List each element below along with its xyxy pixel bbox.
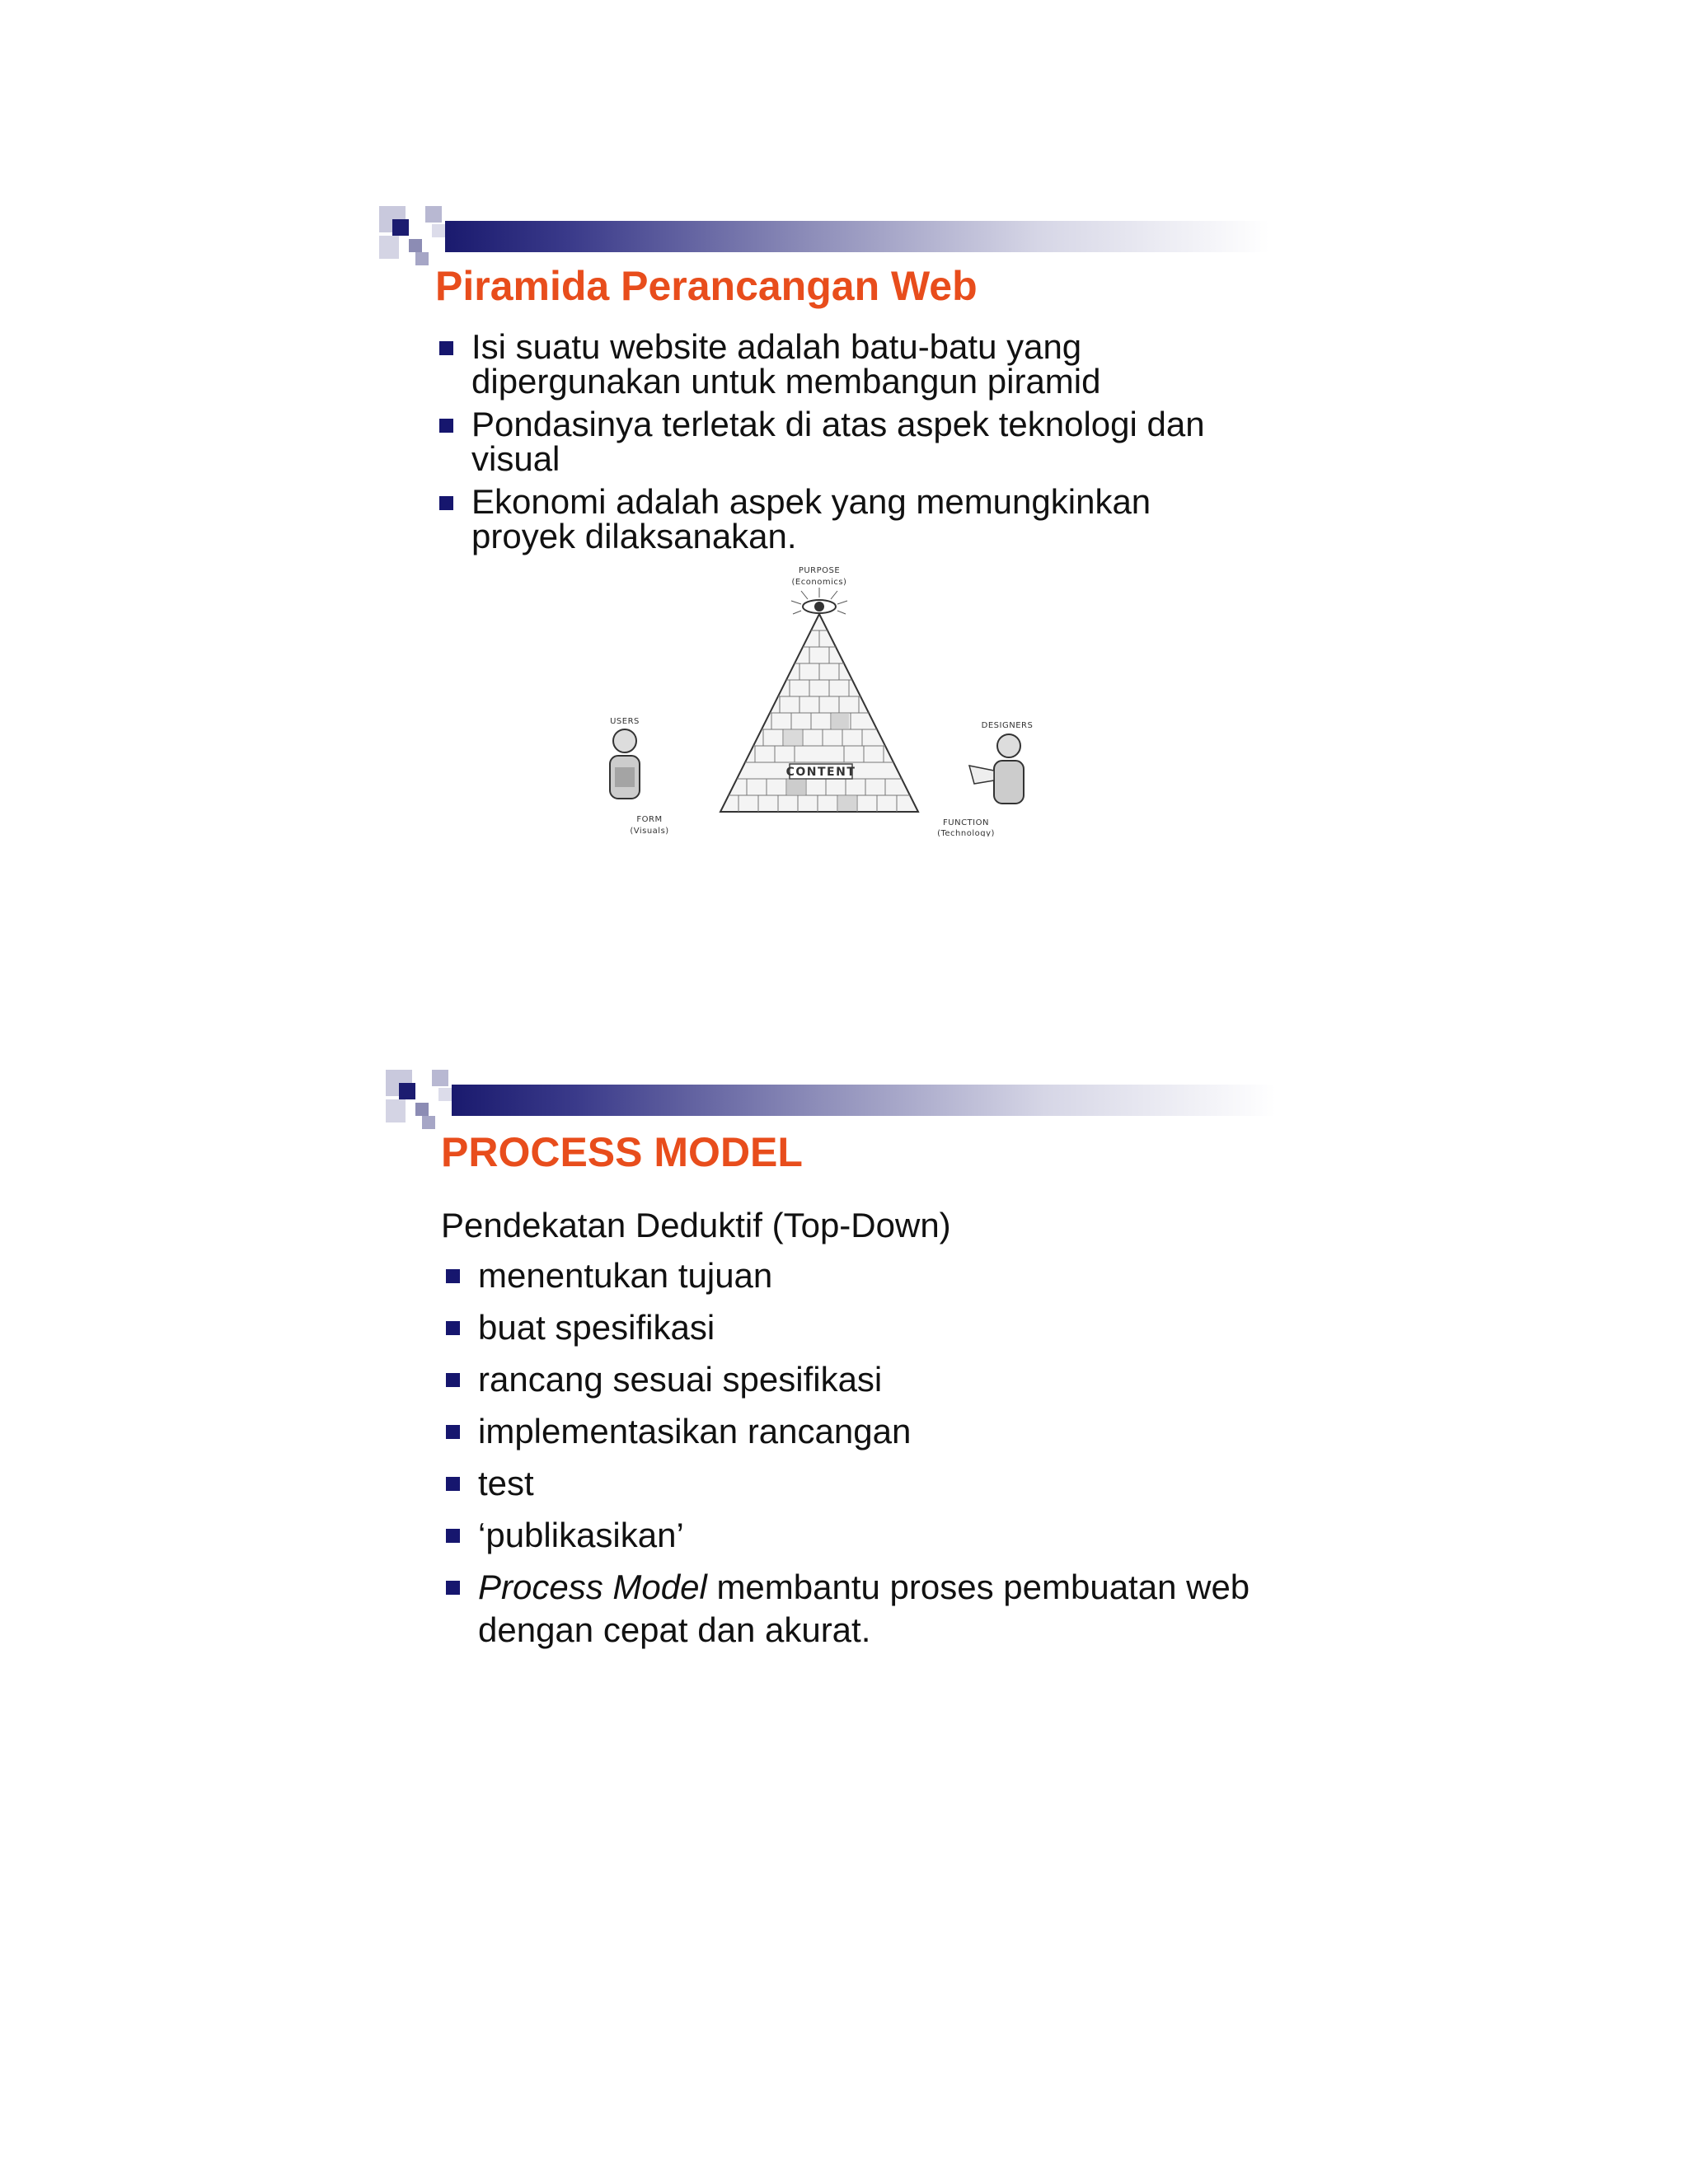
pyramid-drawing xyxy=(602,565,1047,837)
purpose-label: PURPOSE xyxy=(798,566,841,575)
purpose-sub-label: (Economics) xyxy=(791,578,847,587)
list-item-text: Isi suatu website adalah batu-batu yang dipergunakan untuk membangun piramid xyxy=(471,327,1101,401)
slide-title: PROCESS MODEL xyxy=(441,1129,803,1175)
function-sub-label: (Technology) xyxy=(937,829,995,837)
function-label: FUNCTION xyxy=(943,818,989,827)
list-item-italic-text: Process Model xyxy=(478,1568,707,1606)
slide-title: Piramida Perancangan Web xyxy=(435,263,978,309)
list-item xyxy=(443,1462,1268,1505)
square-bullet-icon xyxy=(446,1529,460,1543)
list-item xyxy=(437,407,1261,476)
header-gradient-bar xyxy=(452,1085,1276,1116)
square-bullet-icon xyxy=(446,1373,460,1387)
square-bullet-icon xyxy=(446,1581,460,1595)
list-item xyxy=(443,1358,1268,1401)
slide-header-decoration xyxy=(379,206,1286,265)
pyramid-bricks xyxy=(720,614,918,812)
users-label: USERS xyxy=(610,717,640,726)
pyramid-diagram xyxy=(602,565,1047,837)
square-bullet-icon xyxy=(446,1321,460,1335)
list-item xyxy=(443,1410,1268,1453)
list-item xyxy=(443,1254,1268,1297)
square-bullet-icon xyxy=(446,1477,460,1491)
list-item-text: implementasikan rancangan xyxy=(478,1412,912,1451)
list-item xyxy=(437,327,1261,401)
bullet-list xyxy=(437,327,1261,562)
content-label: CONTENT xyxy=(785,766,856,779)
user-figure-icon xyxy=(610,729,640,799)
square-bullet-icon xyxy=(446,1269,460,1283)
header-gradient-bar xyxy=(445,221,1269,252)
list-item-text: test xyxy=(478,1464,534,1502)
intro-text: Pendekatan Deduktif (Top-Down) xyxy=(441,1206,951,1244)
list-item-text: membantu proses pembuatan web dengan cepat dan akurat. xyxy=(478,1568,1250,1649)
slide-header-decoration xyxy=(386,1070,1292,1129)
eye-icon xyxy=(791,588,847,614)
list-item-text: buat spesifikasi xyxy=(478,1308,715,1347)
list-item-text: ‘publikasikan’ xyxy=(478,1516,684,1554)
slide-piramida xyxy=(0,206,1688,948)
list-item-text: Ekonomi adalah aspek yang memungkinkan proyek dilaksanakan. xyxy=(471,482,1151,555)
form-label: FORM xyxy=(636,815,663,824)
list-item xyxy=(443,1514,1268,1557)
slide-process-model xyxy=(0,1063,1688,1722)
list-item xyxy=(437,482,1261,555)
designer-figure-icon xyxy=(969,734,1024,804)
designers-label: DESIGNERS xyxy=(981,721,1034,730)
bullet-list xyxy=(443,1254,1268,1661)
list-item xyxy=(443,1306,1268,1349)
list-item xyxy=(443,1566,1269,1652)
square-bullet-icon xyxy=(439,419,453,433)
square-bullet-icon xyxy=(439,341,453,355)
square-bullet-icon xyxy=(439,496,453,510)
list-item-text: rancang sesuai spesifikasi xyxy=(478,1360,883,1399)
square-bullet-icon xyxy=(446,1425,460,1439)
list-item-text: Pondasinya terletak di atas aspek teknologi dan visual xyxy=(471,405,1205,478)
form-sub-label: (Visuals) xyxy=(630,827,669,836)
list-item-text: menentukan tujuan xyxy=(478,1256,773,1295)
